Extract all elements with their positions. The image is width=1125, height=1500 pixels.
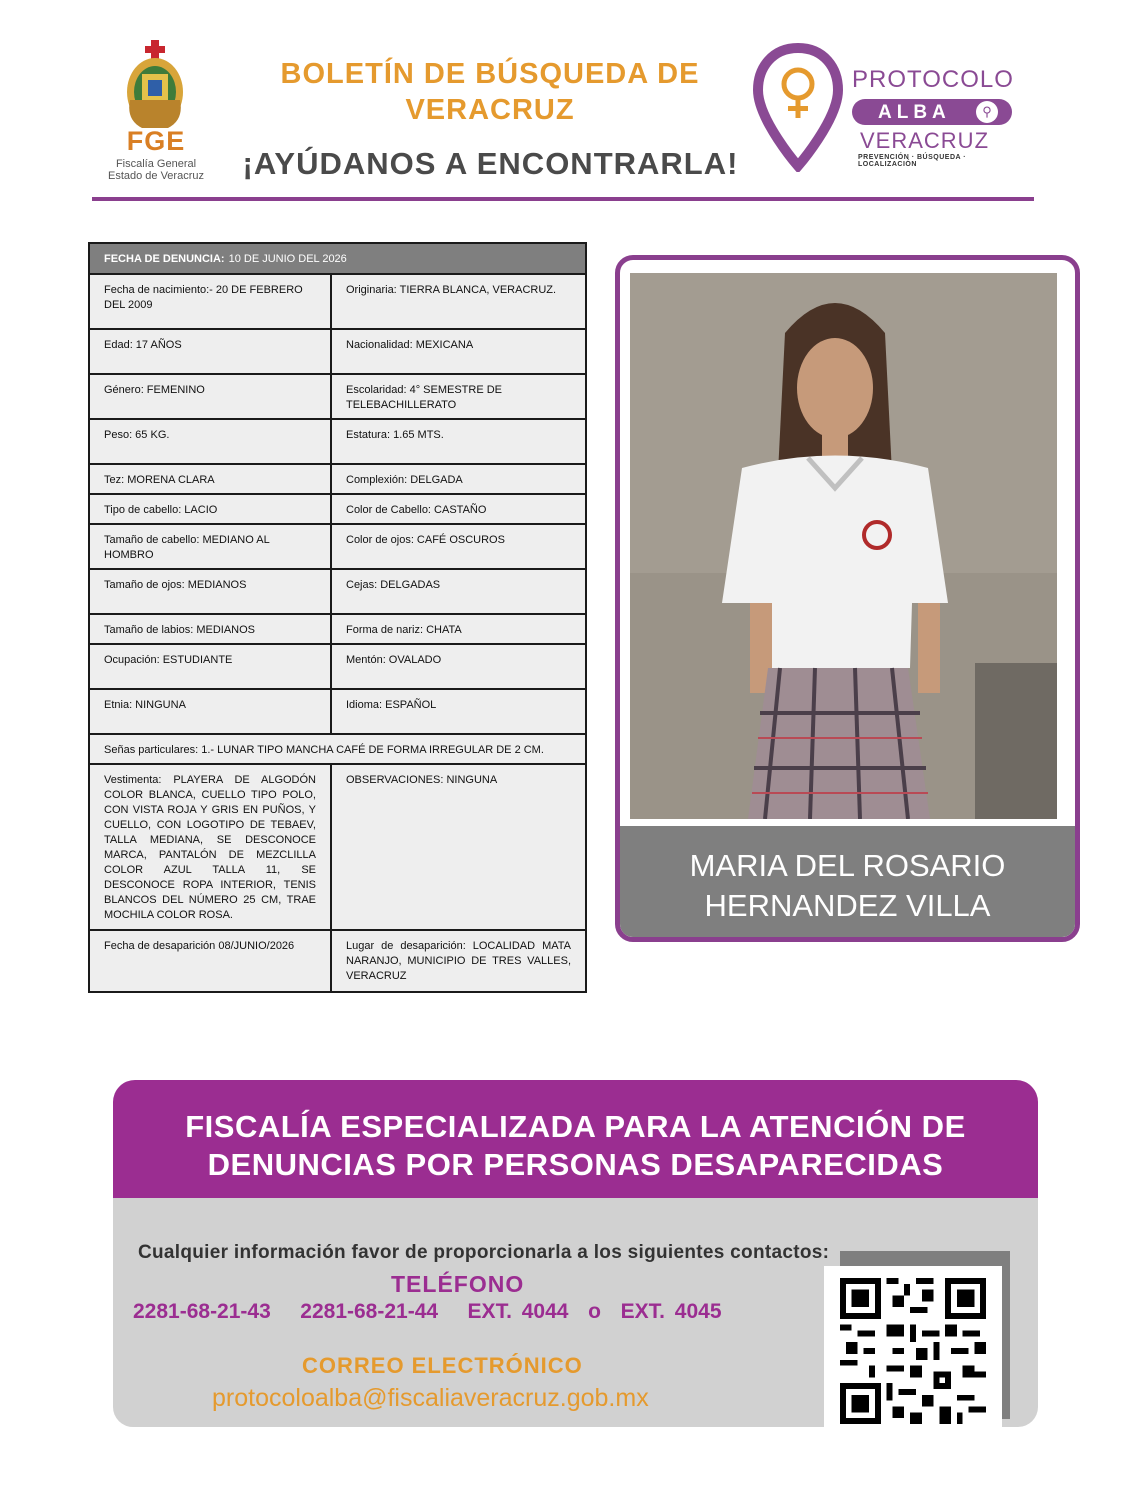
skin-tone-cell: Tez: MORENA CLARA <box>90 465 332 493</box>
chin-cell: Mentón: OVALADO <box>346 654 442 666</box>
weight-cell: Peso: 65 KG. <box>90 420 332 463</box>
protocolo-alba-logo <box>752 42 1022 172</box>
agency-title-line1: FISCALÍA ESPECIALIZADA PARA LA ATENCIÓN DE <box>185 1109 966 1144</box>
gender-cell: Género: FEMENINO <box>90 375 332 418</box>
alba-protocolo-label: PROTOCOLO <box>852 66 1014 93</box>
alba-tagline: PREVENCIÓN · BÚSQUEDA · LOCALIZACIÓN <box>858 154 967 168</box>
table-row <box>90 570 585 615</box>
hair-length-cell: Tamaño de cabello: MEDIANO AL HOMBRO <box>90 525 332 568</box>
table-row <box>90 495 585 525</box>
nose-shape-cell: Forma de nariz: CHATA <box>346 624 462 636</box>
phone-numbers[interactable]: 2281-68-21-43 2281-68-21-44 EXT. 4044 o EXT. 4045 <box>133 1300 722 1323</box>
table-row <box>90 615 585 645</box>
person-name <box>620 846 1075 926</box>
eye-color-cell: Color de ojos: CAFÉ OSCUROS <box>346 534 505 546</box>
disappearance-date-cell: Fecha de desaparición 08/JUNIO/2026 <box>90 931 332 991</box>
qr-code[interactable] <box>824 1266 1002 1436</box>
person-name-box <box>620 826 1075 942</box>
distinguishing-marks-cell: Señas particulares: 1.- LUNAR TIPO MANCHA CAFÉ DE FORMA IRREGULAR DE 2 CM. <box>104 744 544 756</box>
person-name-line2: HERNANDEZ VILLA <box>704 888 991 923</box>
person-name-line1: MARIA DEL ROSARIO <box>689 848 1006 883</box>
bulletin-title: BOLETÍN DE BÚSQUEDA DE VERACRUZ <box>280 58 700 126</box>
table-row <box>90 690 585 735</box>
hair-color-cell: Color de Cabello: CASTAÑO <box>346 504 487 516</box>
photo-card <box>615 255 1080 942</box>
nationality-cell: Nacionalidad: MEXICANA <box>346 339 474 351</box>
table-row <box>90 465 585 495</box>
qr-code-icon <box>838 1278 988 1424</box>
clothing-cell: Vestimenta: PLAYERA DE ALGODÓN COLOR BLANCA, CUELLO TIPO POLO, CON VISTA ROJA Y GRIS EN PUÑOS, Y CUELLO, CON LOGOTIPO DE TEBAEV, TALLA MEDIANA, SE DESCONOCE MARCA, PANTALÓN DE MEZCLILLA COLOR AZUL TALLA 11, SE DESCONOCE ROPA INTERIOR, TENIS BLANCOS DEL NÚMERO 25 CM, TRAE MOCHILA COLOR ROSA. <box>90 765 332 929</box>
table-row <box>90 645 585 690</box>
agency-title-line2: DENUNCIAS POR PERSONAS DESAPARECIDAS <box>207 1147 944 1182</box>
lip-size-cell: Tamaño de labios: MEDIANOS <box>90 615 332 643</box>
table-row <box>90 330 585 375</box>
alba-veracruz-label: VERACRUZ <box>860 128 990 153</box>
bulletin-subtitle: ¡AYÚDANOS A ENCONTRARLA! <box>242 146 739 181</box>
build-cell: Complexión: DELGADA <box>346 474 463 486</box>
table-row <box>90 765 585 931</box>
table-row <box>90 375 585 420</box>
contact-section <box>113 1080 1038 1427</box>
origin-cell: Originaria: TIERRA BLANCA, VERACRUZ. <box>346 284 557 296</box>
email-address[interactable]: protocoloalba@fiscaliaveracruz.gob.mx <box>212 1384 649 1412</box>
table-row <box>90 420 585 465</box>
personal-data-table <box>88 242 587 993</box>
schooling-cell: Escolaridad: 4° SEMESTRE DE TELEBACHILLERATO <box>346 384 503 411</box>
report-date-value: 10 DE JUNIO DEL 2026 <box>228 253 347 265</box>
contact-intro: Cualquier información favor de proporcionarla a los siguientes contactos: <box>138 1242 830 1263</box>
report-date-row <box>90 244 585 275</box>
contact-header <box>113 1080 1038 1198</box>
table-row <box>90 525 585 570</box>
fge-logo <box>100 40 212 185</box>
table-row <box>90 735 585 765</box>
disappearance-place-cell: Lugar de desaparición: LOCALIDAD MATA NARANJO, MUNICIPIO DE TRES VALLES, VERACRUZ <box>346 940 571 982</box>
table-row <box>90 275 585 330</box>
eye-size-cell: Tamaño de ojos: MEDIANOS <box>90 570 332 613</box>
contact-body <box>113 1198 1038 1427</box>
missing-person-photo <box>630 273 1057 819</box>
location-pin-icon <box>752 42 844 172</box>
alba-word-label: ALBA <box>878 102 951 123</box>
header-divider <box>92 197 1034 201</box>
height-cell: Estatura: 1.65 MTS. <box>346 429 444 441</box>
hair-type-cell: Tipo de cabello: LACIO <box>90 495 332 523</box>
fge-label: FGE <box>126 126 186 156</box>
agency-title <box>113 1108 1038 1184</box>
eyebrows-cell: Cejas: DELGADAS <box>346 579 441 591</box>
table-row <box>90 931 585 991</box>
ethnicity-cell: Etnia: NINGUNA <box>90 690 332 733</box>
observations-cell: OBSERVACIONES: NINGUNA <box>346 774 498 786</box>
email-label: CORREO ELECTRÓNICO <box>302 1353 583 1378</box>
occupation-cell: Ocupación: ESTUDIANTE <box>90 645 332 688</box>
phone-label: TELÉFONO <box>391 1271 525 1297</box>
age-cell: Edad: 17 AÑOS <box>90 330 332 373</box>
birth-date-cell: Fecha de nacimiento:- 20 DE FEBRERO DEL 2009 <box>90 275 332 328</box>
fge-subtitle: Fiscalía General Estado de Veracruz <box>107 158 204 182</box>
language-cell: Idioma: ESPAÑOL <box>346 699 437 711</box>
report-date-label: FECHA DE DENUNCIA: <box>104 253 225 265</box>
search-icon: ⚲ <box>976 101 998 123</box>
veracruz-seal-icon <box>122 40 188 132</box>
